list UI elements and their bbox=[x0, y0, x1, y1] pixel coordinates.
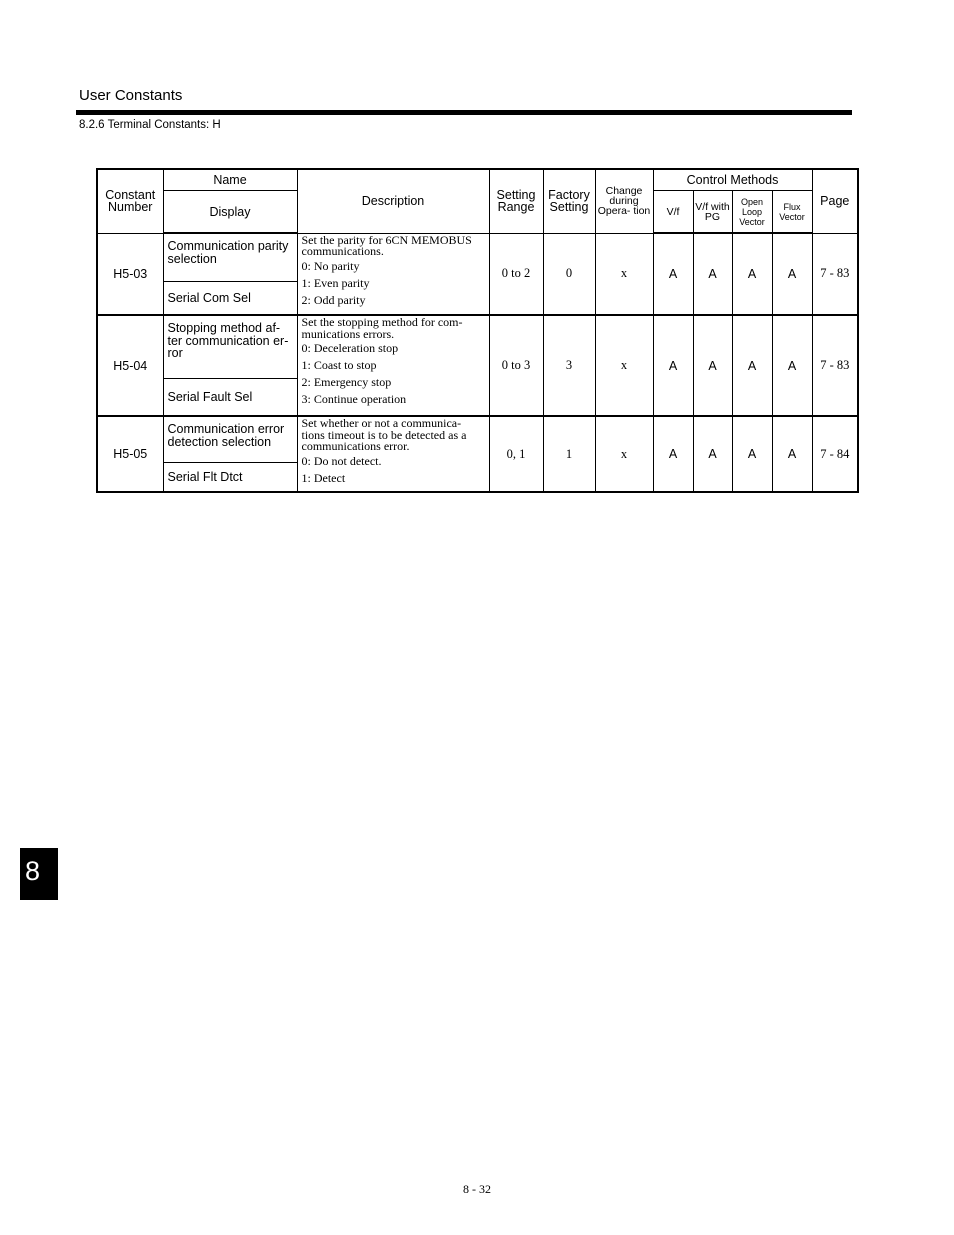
section-title: User Constants bbox=[79, 87, 183, 104]
col-display: Display bbox=[163, 191, 297, 234]
terminal-constants-table bbox=[96, 168, 859, 493]
col-control-methods: Control Methods bbox=[653, 169, 812, 191]
col-description: Description bbox=[297, 169, 489, 233]
setting-range: 0 to 3 bbox=[489, 315, 543, 416]
page-reference: 7 - 84 bbox=[812, 416, 858, 492]
description-option: 2: Emergency stop bbox=[301, 375, 392, 389]
setting-range: 0, 1 bbox=[489, 416, 543, 492]
access-open-loop-vector: A bbox=[732, 315, 772, 416]
page-reference: 7 - 83 bbox=[812, 315, 858, 416]
parameter-display: Serial Com Sel bbox=[163, 282, 297, 316]
access-vf: A bbox=[653, 233, 693, 315]
access-flux-vector: A bbox=[772, 233, 812, 315]
parameter-name: Communication error detection selection bbox=[163, 416, 297, 463]
constant-number: H5-05 bbox=[97, 416, 163, 492]
col-factory-setting: Factory Setting bbox=[543, 169, 595, 233]
access-vf: A bbox=[653, 416, 693, 492]
col-constant-number: Constant Number bbox=[97, 169, 163, 233]
description-option: 0: Deceleration stop bbox=[301, 341, 399, 355]
change-during-operation: x bbox=[595, 416, 653, 492]
setting-range: 0 to 2 bbox=[489, 233, 543, 315]
col-name: Name bbox=[163, 169, 297, 191]
parameter-description bbox=[297, 315, 489, 416]
parameter-description bbox=[297, 233, 489, 315]
change-during-operation: x bbox=[595, 233, 653, 315]
description-option: 1: Detect bbox=[301, 470, 346, 485]
header-rule bbox=[76, 110, 852, 115]
constant-number: H5-04 bbox=[97, 315, 163, 416]
description-intro: Set whether or not a communica- tions timeout is to be detected as a communications error. bbox=[301, 416, 467, 453]
access-flux-vector: A bbox=[772, 315, 812, 416]
description-option: 1: Even parity bbox=[301, 275, 370, 290]
col-page: Page bbox=[812, 169, 858, 233]
access-open-loop-vector: A bbox=[732, 233, 772, 315]
col-setting-range: Setting Range bbox=[489, 169, 543, 233]
description-intro: Set the stopping method for com- munications errors. bbox=[301, 315, 463, 341]
description-option: 2: Odd parity bbox=[301, 292, 366, 307]
parameter-display: Serial Flt Dtct bbox=[163, 463, 297, 493]
chapter-tab: 8 bbox=[20, 848, 58, 900]
col-change-during-operation: Change during Opera- tion bbox=[595, 169, 653, 233]
col-vf-pg: V/f with PG bbox=[693, 191, 732, 234]
description-intro: Set the parity for 6CN MEMOBUS communications. bbox=[301, 232, 472, 258]
page-number: 8 - 32 bbox=[463, 1182, 491, 1196]
factory-setting: 3 bbox=[543, 315, 595, 416]
description-option: 0: No parity bbox=[301, 258, 360, 273]
table-row bbox=[97, 233, 858, 282]
access-flux-vector: A bbox=[772, 416, 812, 492]
access-vf: A bbox=[653, 315, 693, 416]
factory-setting: 1 bbox=[543, 416, 595, 492]
section-subtitle: 8.2.6 Terminal Constants: H bbox=[79, 119, 221, 131]
parameter-name: Communication parity selection bbox=[163, 233, 297, 282]
parameter-display: Serial Fault Sel bbox=[163, 379, 297, 417]
col-flux-vector: Flux Vector bbox=[772, 191, 812, 234]
change-during-operation: x bbox=[595, 315, 653, 416]
description-option: 1: Coast to stop bbox=[301, 358, 377, 372]
description-option: 3: Continue operation bbox=[301, 392, 407, 406]
access-vf-pg: A bbox=[693, 233, 732, 315]
description-option: 0: Do not detect. bbox=[301, 453, 382, 468]
page-reference: 7 - 83 bbox=[812, 233, 858, 315]
parameter-name: Stopping method af- ter communication er- ror bbox=[163, 315, 297, 379]
col-vf: V/f bbox=[653, 191, 693, 234]
access-open-loop-vector: A bbox=[732, 416, 772, 492]
access-vf-pg: A bbox=[693, 315, 732, 416]
factory-setting: 0 bbox=[543, 233, 595, 315]
table-row bbox=[97, 416, 858, 463]
table-row bbox=[97, 315, 858, 379]
parameter-description bbox=[297, 416, 489, 492]
constant-number: H5-03 bbox=[97, 233, 163, 315]
access-vf-pg: A bbox=[693, 416, 732, 492]
col-open-loop-vector: Open Loop Vector bbox=[732, 191, 772, 234]
